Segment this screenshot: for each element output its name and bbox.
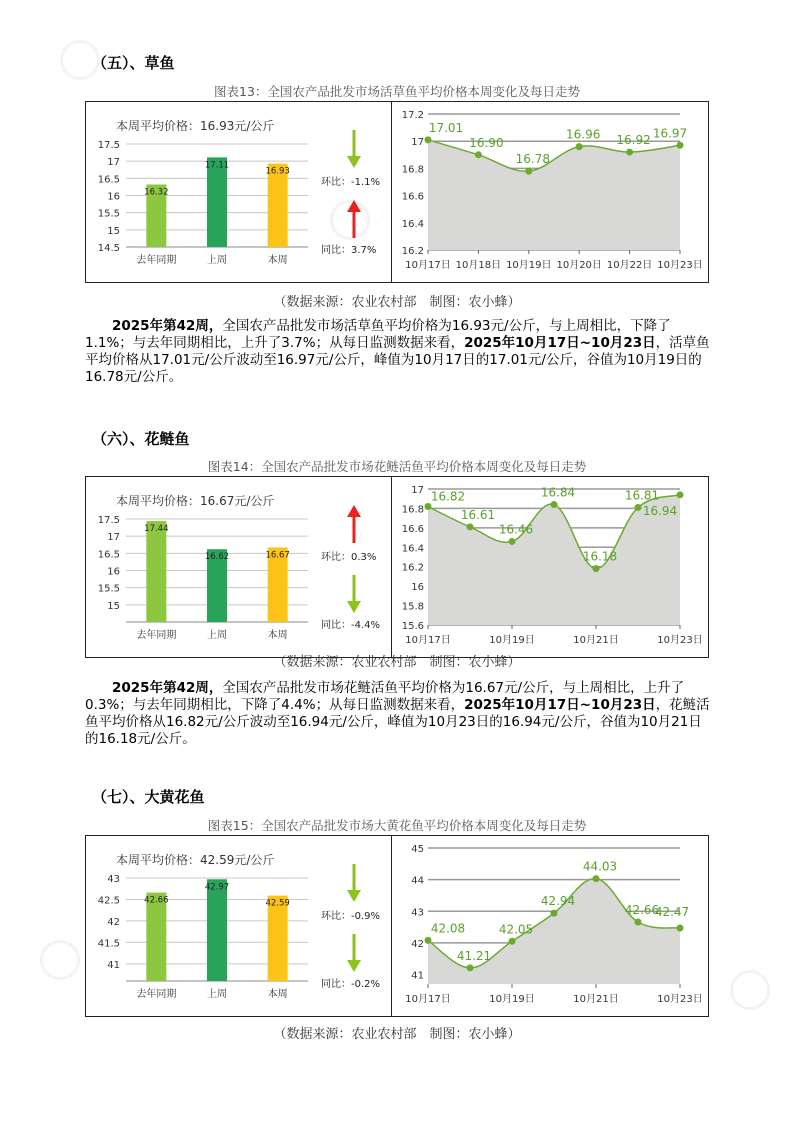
bar-value-label: 16.93 — [265, 166, 290, 177]
y-tick-label: 16 — [411, 582, 424, 594]
data-point — [425, 503, 432, 510]
x-category-label: 上周 — [207, 989, 227, 1000]
y-tick-label: 43 — [107, 874, 120, 885]
analysis-paragraph — [85, 318, 715, 386]
data-point — [593, 565, 600, 572]
y-tick-label: 16.8 — [401, 164, 424, 176]
bar-chart-svg — [86, 836, 391, 1016]
data-point — [677, 925, 684, 932]
data-point — [509, 938, 516, 945]
x-category-label: 10月19日 — [489, 635, 535, 646]
y-tick-label: 15.5 — [97, 208, 120, 220]
bar — [204, 157, 230, 247]
bar-value-label: 42.59 — [265, 898, 290, 909]
para-text: 全国农产品批发市场花鲢活鱼平均价格为16.67元/公斤，与上周相比，上升了0.3%；与去年同期相比，下降了4.4%；从每日监测数据来看， — [85, 680, 685, 713]
y-tick-label: 14.5 — [97, 243, 120, 254]
figure-caption: 图表15：全国农产品批发市场大黄花鱼平均价格本周变化及每日走势 — [207, 818, 587, 833]
date-range: 2025年10月17日~10月23日 — [464, 697, 656, 713]
bar-value-label: 17.44 — [144, 524, 169, 535]
data-label: 16.84 — [540, 485, 576, 500]
data-point — [635, 919, 642, 926]
x-category-label: 上周 — [207, 255, 227, 266]
bar-value-label: 16.62 — [204, 552, 230, 563]
y-tick-label: 16 — [107, 191, 120, 203]
arrow-up-icon — [347, 505, 361, 543]
x-category-label: 10月23日 — [657, 635, 703, 646]
line-chart-svg — [392, 102, 710, 282]
y-tick-label: 16.6 — [401, 191, 424, 203]
para-text: ，花鲢活鱼平均价格从16.82元/公斤波动至16.94元/公斤，峰值为10月23日的16.94元/公斤，谷值为10月21日的16.18元/公斤。 — [85, 697, 710, 747]
y-tick-label: 16.5 — [97, 549, 120, 561]
section-heading: （五）、草鱼 — [92, 54, 175, 72]
x-category-label: 上周 — [207, 630, 227, 641]
y-tick-label: 17 — [107, 532, 120, 544]
data-point — [509, 538, 516, 545]
arrow-head — [347, 890, 361, 902]
y-tick-label: 15.6 — [401, 621, 424, 632]
data-point — [551, 501, 558, 508]
x-category-label: 去年同期 — [136, 989, 177, 1000]
data-label: 42.47 — [654, 905, 690, 920]
y-tick-label: 17 — [411, 137, 424, 149]
y-tick-label: 42 — [411, 938, 424, 950]
arrow-head — [347, 960, 361, 972]
data-label: 16.94 — [642, 503, 678, 518]
date-range: 2025年10月17日~10月23日 — [464, 335, 656, 351]
arrow-down-icon — [347, 130, 361, 168]
data-point — [677, 142, 684, 149]
data-point — [677, 491, 684, 498]
y-tick-label: 16.4 — [401, 218, 424, 230]
data-label: 16.82 — [430, 489, 466, 504]
watermark-logo — [730, 970, 770, 1010]
x-category-label: 10月23日 — [657, 994, 703, 1005]
data-label: 42.05 — [498, 922, 534, 937]
data-label: 16.96 — [566, 127, 601, 142]
y-tick-label: 17.5 — [97, 140, 120, 151]
data-label: 17.01 — [428, 120, 464, 135]
weekly-average-label: 本周平均价格：16.93元/公斤 — [116, 119, 275, 133]
figure-13 — [85, 101, 709, 283]
figure-caption: 图表14：全国农产品批发市场花鲢活鱼平均价格本周变化及每日走势 — [207, 459, 587, 474]
x-category-label: 10月18日 — [455, 260, 502, 271]
bar-value-label: 17.11 — [204, 160, 230, 171]
x-category-label: 10月19日 — [489, 994, 535, 1005]
x-category-label: 10月23日 — [657, 260, 703, 271]
data-point — [425, 937, 432, 944]
data-label: 16.97 — [652, 126, 688, 141]
data-label: 16.61 — [460, 507, 496, 522]
x-category-label: 本周 — [267, 630, 288, 641]
data-point — [551, 910, 558, 917]
x-category-label: 10月17日 — [405, 635, 451, 646]
x-category-label: 10月20日 — [556, 260, 602, 271]
hb-change-label: 环比：0.3% — [321, 552, 377, 563]
x-category-label: 本周 — [267, 255, 288, 266]
x-category-label: 10月22日 — [606, 260, 653, 271]
bar-chart-svg — [86, 477, 391, 657]
y-tick-label: 16.5 — [97, 174, 120, 186]
data-point — [635, 504, 642, 511]
data-point — [576, 143, 583, 150]
arrow-down-icon — [347, 575, 361, 613]
para-text: 全国农产品批发市场活草鱼平均价格为16.93元/公斤，与上周相比，下降了1.1%；与去年同期相比，上升了3.7%；从每日监测数据来看， — [85, 318, 671, 351]
data-label: 16.46 — [498, 522, 534, 537]
data-point — [593, 875, 600, 882]
bar-value-label: 42.97 — [204, 882, 230, 893]
y-tick-label: 17 — [411, 485, 424, 496]
weekly-average-label: 本周平均价格：16.67元/公斤 — [116, 494, 275, 508]
bar-value-label: 16.32 — [144, 187, 169, 198]
arrow-head — [347, 156, 361, 168]
y-tick-label: 16.2 — [401, 562, 424, 574]
figure-source: （数据来源：农业农村部 制图：农小蜂） — [273, 655, 521, 670]
y-tick-label: 42 — [107, 916, 120, 928]
x-category-label: 10月17日 — [405, 994, 451, 1005]
y-tick-label: 41 — [411, 970, 424, 982]
y-tick-label: 17 — [107, 157, 120, 169]
data-label: 44.03 — [582, 859, 618, 874]
data-label: 16.81 — [624, 488, 660, 503]
data-label: 16.92 — [616, 133, 651, 148]
arrow-up-icon — [347, 200, 361, 238]
para-text: ，活草鱼平均价格从17.01元/公斤波动至16.97元/公斤，峰值为10月17日的17.01元/公斤，谷值为10月19日的16.78元/公斤。 — [85, 335, 710, 385]
data-point — [626, 149, 633, 156]
data-label: 16.78 — [515, 152, 550, 167]
data-label: 42.08 — [430, 921, 466, 936]
y-tick-label: 16.2 — [401, 246, 424, 257]
bar-value-label: 16.67 — [265, 550, 290, 561]
bar — [144, 521, 169, 622]
y-tick-label: 42.5 — [97, 895, 120, 907]
figure-source: （数据来源：农业农村部 制图：农小蜂） — [273, 1027, 521, 1042]
y-tick-label: 15 — [107, 600, 120, 612]
x-category-label: 去年同期 — [136, 255, 177, 266]
y-tick-label: 15.5 — [97, 583, 120, 595]
data-label: 16.90 — [469, 135, 504, 150]
x-category-label: 10月17日 — [405, 260, 451, 271]
figure-15 — [85, 835, 709, 1017]
tb-change-label: 同比：-4.4% — [321, 620, 381, 631]
bar-value-label: 42.66 — [144, 895, 169, 906]
data-label: 41.21 — [456, 948, 492, 963]
watermark-logo — [40, 940, 80, 980]
figure-caption: 图表13：全国农产品批发市场活草鱼平均价格本周变化及每日走势 — [214, 84, 580, 99]
arrow-head — [347, 601, 361, 613]
y-tick-label: 43 — [411, 907, 424, 919]
data-point — [467, 964, 474, 971]
tb-change-label: 同比：3.7% — [321, 245, 377, 256]
area-fill — [428, 140, 680, 250]
analysis-paragraph — [85, 680, 715, 748]
week-label: 2025年第42周， — [112, 318, 223, 334]
x-category-label: 10月21日 — [573, 635, 619, 646]
arrow-down-icon — [347, 864, 361, 902]
week-label: 2025年第42周， — [112, 680, 223, 696]
arrow-head — [347, 505, 361, 517]
hb-change-label: 环比：-0.9% — [321, 911, 381, 922]
y-tick-label: 41.5 — [97, 938, 120, 950]
bar — [144, 893, 169, 981]
figure-14 — [85, 476, 709, 658]
data-label: 42.94 — [540, 894, 576, 909]
data-point — [475, 151, 482, 158]
y-tick-label: 16 — [107, 566, 120, 578]
data-point — [525, 168, 532, 175]
x-category-label: 10月21日 — [573, 994, 619, 1005]
arrow-head — [347, 200, 361, 212]
y-tick-label: 44 — [411, 875, 424, 887]
y-tick-label: 16.8 — [401, 504, 424, 516]
y-tick-label: 16.4 — [401, 543, 424, 555]
tb-change-label: 同比：-0.2% — [321, 979, 381, 990]
y-tick-label: 16.6 — [401, 523, 424, 535]
line-chart-svg — [392, 836, 710, 1016]
x-category-label: 本周 — [267, 989, 288, 1000]
y-tick-label: 15 — [107, 225, 120, 237]
x-category-label: 去年同期 — [136, 630, 177, 641]
x-category-label: 10月19日 — [506, 260, 552, 271]
section-heading: （七）、大黄花鱼 — [92, 788, 205, 806]
weekly-average-label: 本周平均价格：42.59元/公斤 — [116, 853, 275, 867]
arrow-down-icon — [347, 934, 361, 972]
section-heading: （六）、花鲢鱼 — [92, 430, 190, 448]
line-chart-svg — [392, 477, 710, 657]
data-point — [467, 523, 474, 530]
data-label: 42.66 — [624, 903, 660, 918]
hb-change-label: 环比：-1.1% — [321, 177, 381, 188]
y-tick-label: 17.2 — [401, 110, 424, 121]
data-point — [425, 136, 432, 143]
y-tick-label: 15.8 — [401, 601, 424, 613]
y-tick-label: 45 — [411, 844, 424, 855]
y-tick-label: 41 — [107, 959, 120, 971]
bar-chart-svg — [86, 102, 391, 282]
bar — [204, 879, 230, 981]
figure-source: （数据来源：农业农村部 制图：农小蜂） — [273, 295, 521, 310]
y-tick-label: 17.5 — [97, 515, 120, 526]
data-label: 16.18 — [582, 549, 618, 564]
